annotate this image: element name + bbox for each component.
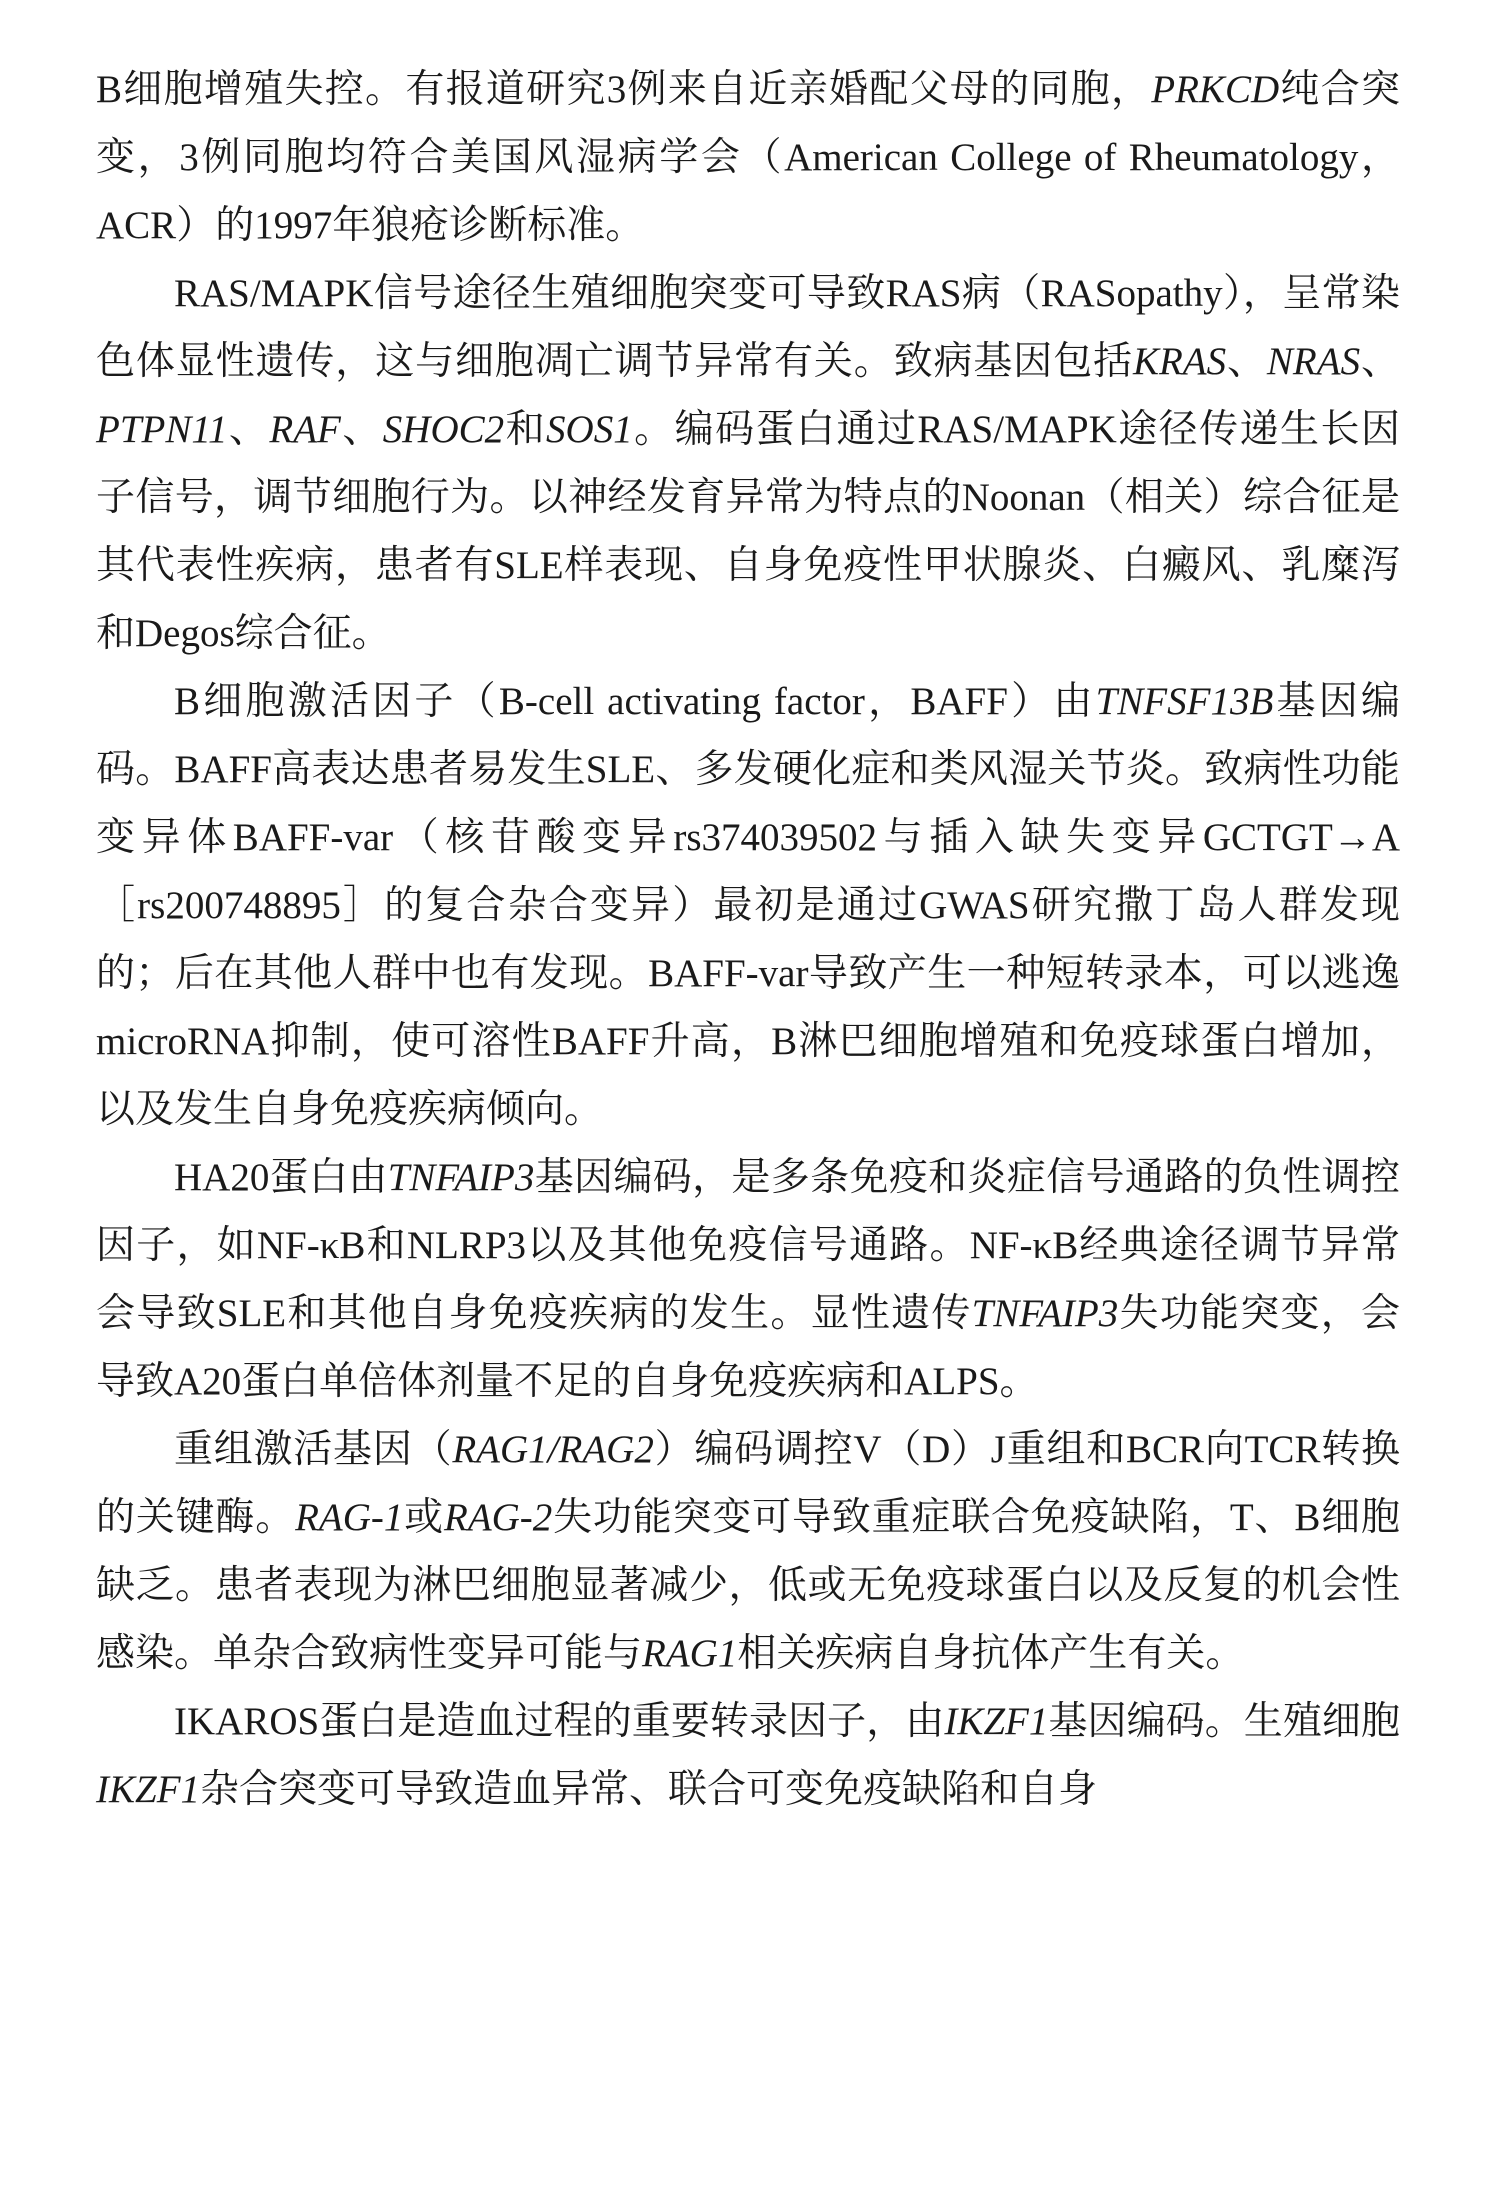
gene-name: IKZF1 [944,1700,1049,1743]
text-run: 、 [1360,340,1400,383]
gene-name: NRAS [1266,340,1361,383]
text-run: 或 [403,1496,444,1539]
gene-name: TNFAIP3 [971,1292,1119,1335]
text-run: ）编码调控V（D）J重组和BCR向TCR转换的关键酶。 [96,1428,1400,1539]
text-run: 、 [340,408,383,451]
document-body [96,56,1400,1824]
text-run: 失功能突变，会导致A20蛋白单倍体剂量不足的自身免疫疾病和ALPS。 [96,1292,1400,1403]
gene-name: IKZF1 [96,1768,201,1811]
text-run: HA20蛋白由 [174,1156,388,1199]
text-run: 基因编码。生殖细胞 [1048,1700,1400,1743]
gene-name: RAG1/RAG2 [452,1428,654,1471]
para-ikaros [96,1688,1400,1824]
text-run: RAS/MAPK信号途径生殖细胞突变可导致RAS病（RASopathy），呈常染色体显性遗传，这与细胞凋亡调节异常有关。致病基因包括 [96,272,1400,383]
text-run: 、 [1226,340,1267,383]
gene-name: KRAS [1132,340,1227,383]
text-run: 基因编码。BAFF高表达患者易发生SLE、多发硬化症和类风湿关节炎。致病性功能变异体BAFF-var（核苷酸变异rs374039502与插入缺失变异GCTGT→A［rs200748895］的复合杂合变异）最初是通过GWAS研究撒丁岛人群发现的；后在其他人群中也有发现。BAFF-var导致产生一种短转录本，可以逃逸microRNA抑制，使可溶性BAFF升高，B淋巴细胞增殖和免疫球蛋白增加，以及发生自身免疫疾病倾向。 [96,680,1400,1131]
para-ha20 [96,1144,1400,1416]
text-run: 相关疾病自身抗体产生有关。 [737,1632,1245,1675]
para-ras-mapk [96,260,1400,668]
gene-name: TNFSF13B [1095,680,1274,723]
gene-name: SHOC2 [382,408,505,451]
text-run: 纯合突变，3例同胞均符合美国风湿病学会（American College of Rheumatology，ACR）的1997年狼疮诊断标准。 [96,68,1400,247]
text-run: 、 [227,408,270,451]
gene-name: TNFAIP3 [387,1156,535,1199]
text-run: 失功能突变可导致重症联合免疫缺陷，T、B细胞缺乏。患者表现为淋巴细胞显著减少，低或无免疫球蛋白以及反复的机会性感染。单杂合致病性变异可能与 [96,1496,1400,1675]
text-run: B细胞增殖失控。有报道研究3例来自近亲婚配父母的同胞， [96,68,1152,111]
text-run: 基因编码，是多条免疫和炎症信号通路的负性调控因子，如NF-κB和NLRP3以及其他免疫信号通路。NF-κB经典途径调节异常会导致SLE和其他自身免疫疾病的发生。显性遗传 [96,1156,1400,1335]
para-rag [96,1416,1400,1688]
gene-name: RAG1 [642,1632,738,1675]
text-run: B细胞激活因子（B-cell activating factor，BAFF）由 [174,680,1096,723]
gene-name: RAF [269,408,341,451]
gene-name: RAG-2 [444,1496,553,1539]
gene-name: PRKCD [1151,68,1280,111]
para-baff [96,668,1400,1144]
gene-name: SOS1 [546,408,633,451]
gene-name: RAG-1 [295,1496,404,1539]
text-run: 杂合突变可导致造血异常、联合可变免疫缺陷和自身 [200,1768,1098,1811]
text-run: 。编码蛋白通过RAS/MAPK途径传递生长因子信号，调节细胞行为。以神经发育异常为特点的Noonan（相关）综合征是其代表性疾病，患者有SLE样表现、自身免疫性甲状腺炎、白癜风、乳糜泻和Degos综合征。 [96,408,1400,655]
para-prkcd [96,56,1400,260]
text-run: IKAROS蛋白是造血过程的重要转录因子，由 [174,1700,945,1743]
gene-name: PTPN11 [96,408,228,451]
text-run: 重组激活基因（ [174,1428,453,1471]
text-run: 和 [504,408,547,451]
